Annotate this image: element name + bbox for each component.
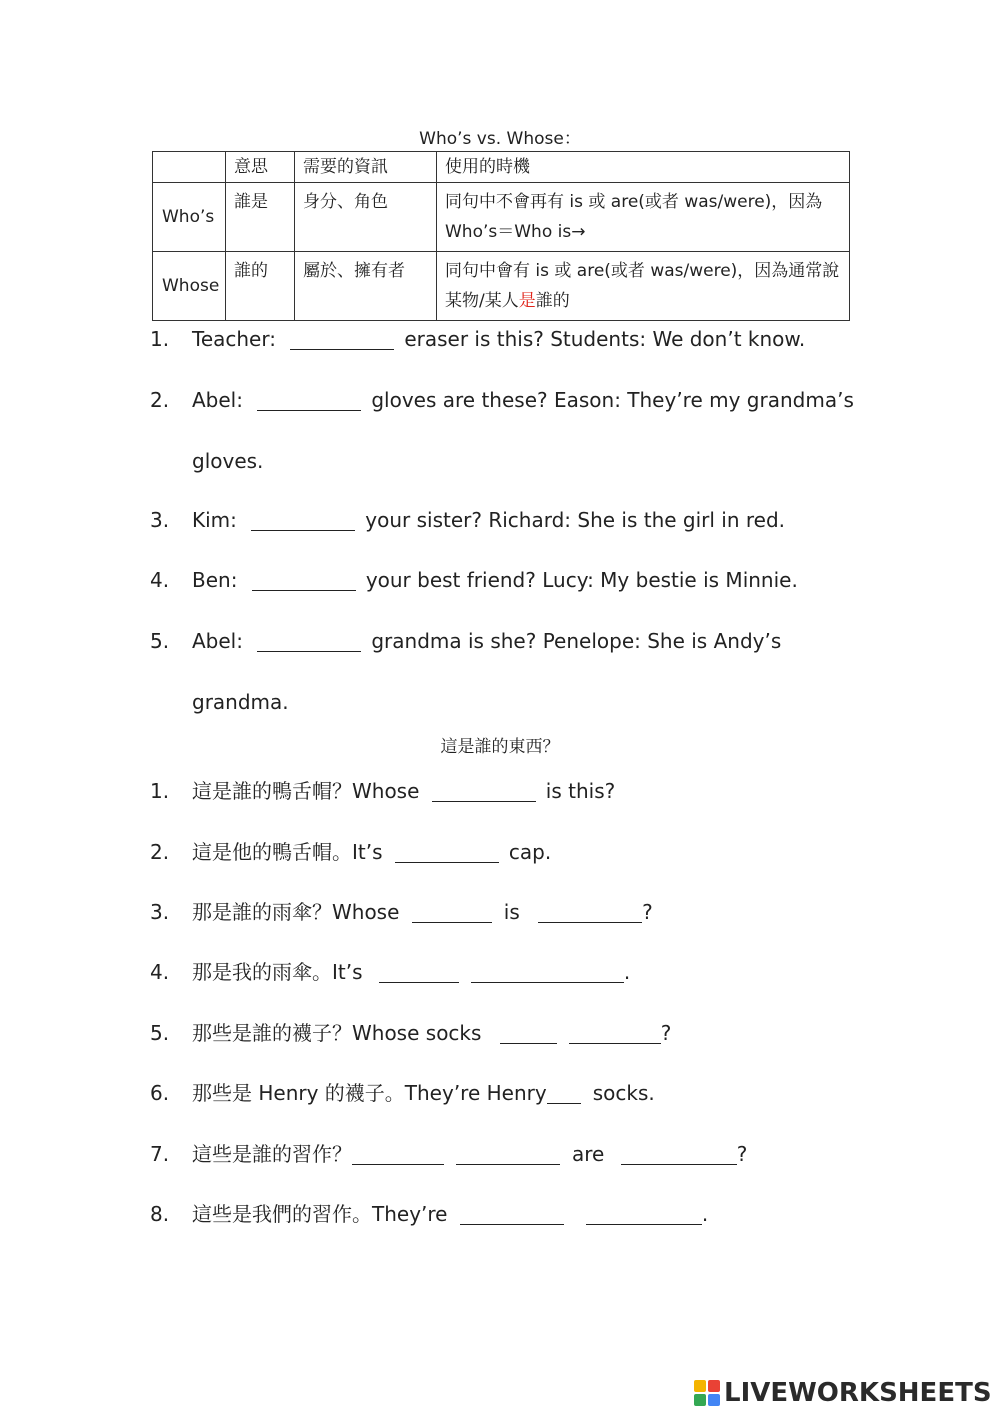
question-text: 這些是我們的習作。They’re bbox=[192, 1202, 448, 1226]
logo-icon bbox=[694, 1380, 720, 1406]
question-prefix: Kim: bbox=[192, 508, 237, 532]
answer-blank[interactable] bbox=[251, 510, 355, 531]
usage-text: 同句中會有 is 或 are(或者 was/were)，因為通常說某物/某人 bbox=[445, 261, 840, 311]
exercise-5 bbox=[150, 1019, 671, 1047]
question-text: eraser is this? Students: We don’t know. bbox=[404, 327, 806, 351]
question-3 bbox=[150, 506, 785, 534]
question-text: 那是誰的雨傘？Whose bbox=[192, 900, 400, 924]
question-5-continued: grandma. bbox=[192, 690, 289, 714]
question-punct: ? bbox=[736, 1142, 748, 1166]
usage-text-end: 誰的 bbox=[535, 291, 570, 311]
logo-square bbox=[694, 1394, 706, 1406]
question-text: 這些是誰的習作？ bbox=[192, 1142, 352, 1166]
answer-blank[interactable] bbox=[257, 390, 361, 411]
table-header-cell bbox=[153, 152, 226, 183]
question-text: gloves are these? Eason: They’re my grandma’s bbox=[371, 388, 854, 412]
logo-square bbox=[708, 1380, 720, 1392]
logo-square bbox=[708, 1394, 720, 1406]
question-number: 4. bbox=[150, 568, 170, 592]
logo-square bbox=[694, 1380, 706, 1392]
exercise-1 bbox=[150, 777, 615, 805]
answer-blank[interactable] bbox=[352, 1144, 444, 1165]
question-punct: . bbox=[701, 1202, 709, 1226]
row-usage bbox=[437, 252, 850, 321]
question-text-mid: is bbox=[503, 900, 520, 924]
question-prefix: Abel: bbox=[192, 388, 243, 412]
exercise-3 bbox=[150, 898, 653, 926]
question-number: 1. bbox=[150, 327, 170, 351]
answer-blank[interactable] bbox=[500, 1023, 557, 1044]
reference-table bbox=[152, 151, 850, 321]
question-number: 3. bbox=[150, 900, 170, 924]
question-number: 4. bbox=[150, 960, 170, 984]
question-prefix: Abel: bbox=[192, 629, 243, 653]
question-text-mid: are bbox=[572, 1142, 605, 1166]
question-number: 7. bbox=[150, 1142, 170, 1166]
question-5 bbox=[150, 627, 781, 655]
answer-blank[interactable] bbox=[379, 962, 459, 983]
table-header-cell: 意思 bbox=[226, 152, 295, 183]
row-info: 屬於、擁有者 bbox=[295, 252, 437, 321]
answer-blank[interactable] bbox=[290, 329, 394, 350]
question-number: 6. bbox=[150, 1081, 170, 1105]
question-text: 這是誰的鴨舌帽？Whose bbox=[192, 779, 420, 803]
question-number: 5. bbox=[150, 1021, 170, 1045]
answer-blank[interactable] bbox=[538, 902, 642, 923]
exercise-6 bbox=[150, 1079, 655, 1107]
question-text: 那些是誰的襪子？Whose socks bbox=[192, 1021, 482, 1045]
question-number: 5. bbox=[150, 629, 170, 653]
answer-blank[interactable] bbox=[621, 1144, 737, 1165]
answer-blank[interactable] bbox=[395, 842, 499, 863]
question-text-end: is this? bbox=[545, 779, 616, 803]
exercise-7 bbox=[150, 1140, 747, 1168]
section-title: 這是誰的東西？ bbox=[440, 737, 560, 757]
row-usage bbox=[437, 183, 850, 252]
question-number: 8. bbox=[150, 1202, 170, 1226]
table-row bbox=[153, 183, 850, 252]
question-text: your best friend? Lucy: My bestie is Minnie. bbox=[365, 568, 798, 592]
answer-blank[interactable] bbox=[456, 1144, 560, 1165]
row-label: Who’s bbox=[153, 183, 226, 252]
arrow-right-icon: → bbox=[571, 222, 586, 242]
page-title: Who’s vs. Whose： bbox=[419, 129, 581, 149]
table-header-cell: 使用的時機 bbox=[437, 152, 850, 183]
exercise-2 bbox=[150, 838, 551, 866]
question-prefix: Teacher: bbox=[192, 327, 276, 351]
question-text: 這是他的鴨舌帽。It’s bbox=[192, 840, 383, 864]
question-number: 2. bbox=[150, 388, 170, 412]
usage-text: 同句中不會再有 is 或 are(或者 was/were)，因為 Who’s＝Who is bbox=[445, 192, 823, 242]
question-number: 2. bbox=[150, 840, 170, 864]
question-punct: ? bbox=[642, 900, 653, 924]
answer-blank[interactable] bbox=[547, 1083, 581, 1104]
question-number: 1. bbox=[150, 779, 170, 803]
question-number: 3. bbox=[150, 508, 170, 532]
exercise-4 bbox=[150, 958, 630, 986]
answer-blank[interactable] bbox=[460, 1204, 564, 1225]
question-1 bbox=[150, 325, 805, 353]
question-4 bbox=[150, 566, 798, 594]
question-text: grandma is she? Penelope: She is Andy’s bbox=[371, 629, 782, 653]
answer-blank[interactable] bbox=[257, 631, 361, 652]
exercise-8 bbox=[150, 1200, 708, 1228]
question-text: 那是我的雨傘。It’s bbox=[192, 960, 363, 984]
answer-blank[interactable] bbox=[586, 1204, 702, 1225]
table-header-cell: 需要的資訊 bbox=[295, 152, 437, 183]
question-text-end: socks. bbox=[592, 1081, 655, 1105]
answer-blank[interactable] bbox=[252, 570, 356, 591]
table-header-row bbox=[153, 152, 850, 183]
table-row bbox=[153, 252, 850, 321]
question-2 bbox=[150, 386, 854, 414]
row-info: 身分、角色 bbox=[295, 183, 437, 252]
answer-blank[interactable] bbox=[569, 1023, 661, 1044]
question-text: your sister? Richard: She is the girl in red. bbox=[365, 508, 786, 532]
row-label: Whose bbox=[153, 252, 226, 321]
answer-blank[interactable] bbox=[471, 962, 624, 983]
liveworksheets-logo[interactable] bbox=[694, 1378, 992, 1408]
question-2-continued: gloves. bbox=[192, 449, 264, 473]
question-punct: . bbox=[623, 960, 631, 984]
row-meaning: 誰的 bbox=[226, 252, 295, 321]
highlight-text: 是 bbox=[518, 291, 536, 311]
logo-text: LIVEWORKSHEETS bbox=[724, 1378, 992, 1408]
question-text: 那些是 Henry 的襪子。They’re Henry bbox=[192, 1081, 547, 1105]
question-prefix: Ben: bbox=[192, 568, 238, 592]
question-punct: ? bbox=[660, 1021, 672, 1045]
question-text-end: cap. bbox=[508, 840, 552, 864]
answer-blank[interactable] bbox=[412, 902, 492, 923]
answer-blank[interactable] bbox=[432, 781, 536, 802]
row-meaning: 誰是 bbox=[226, 183, 295, 252]
